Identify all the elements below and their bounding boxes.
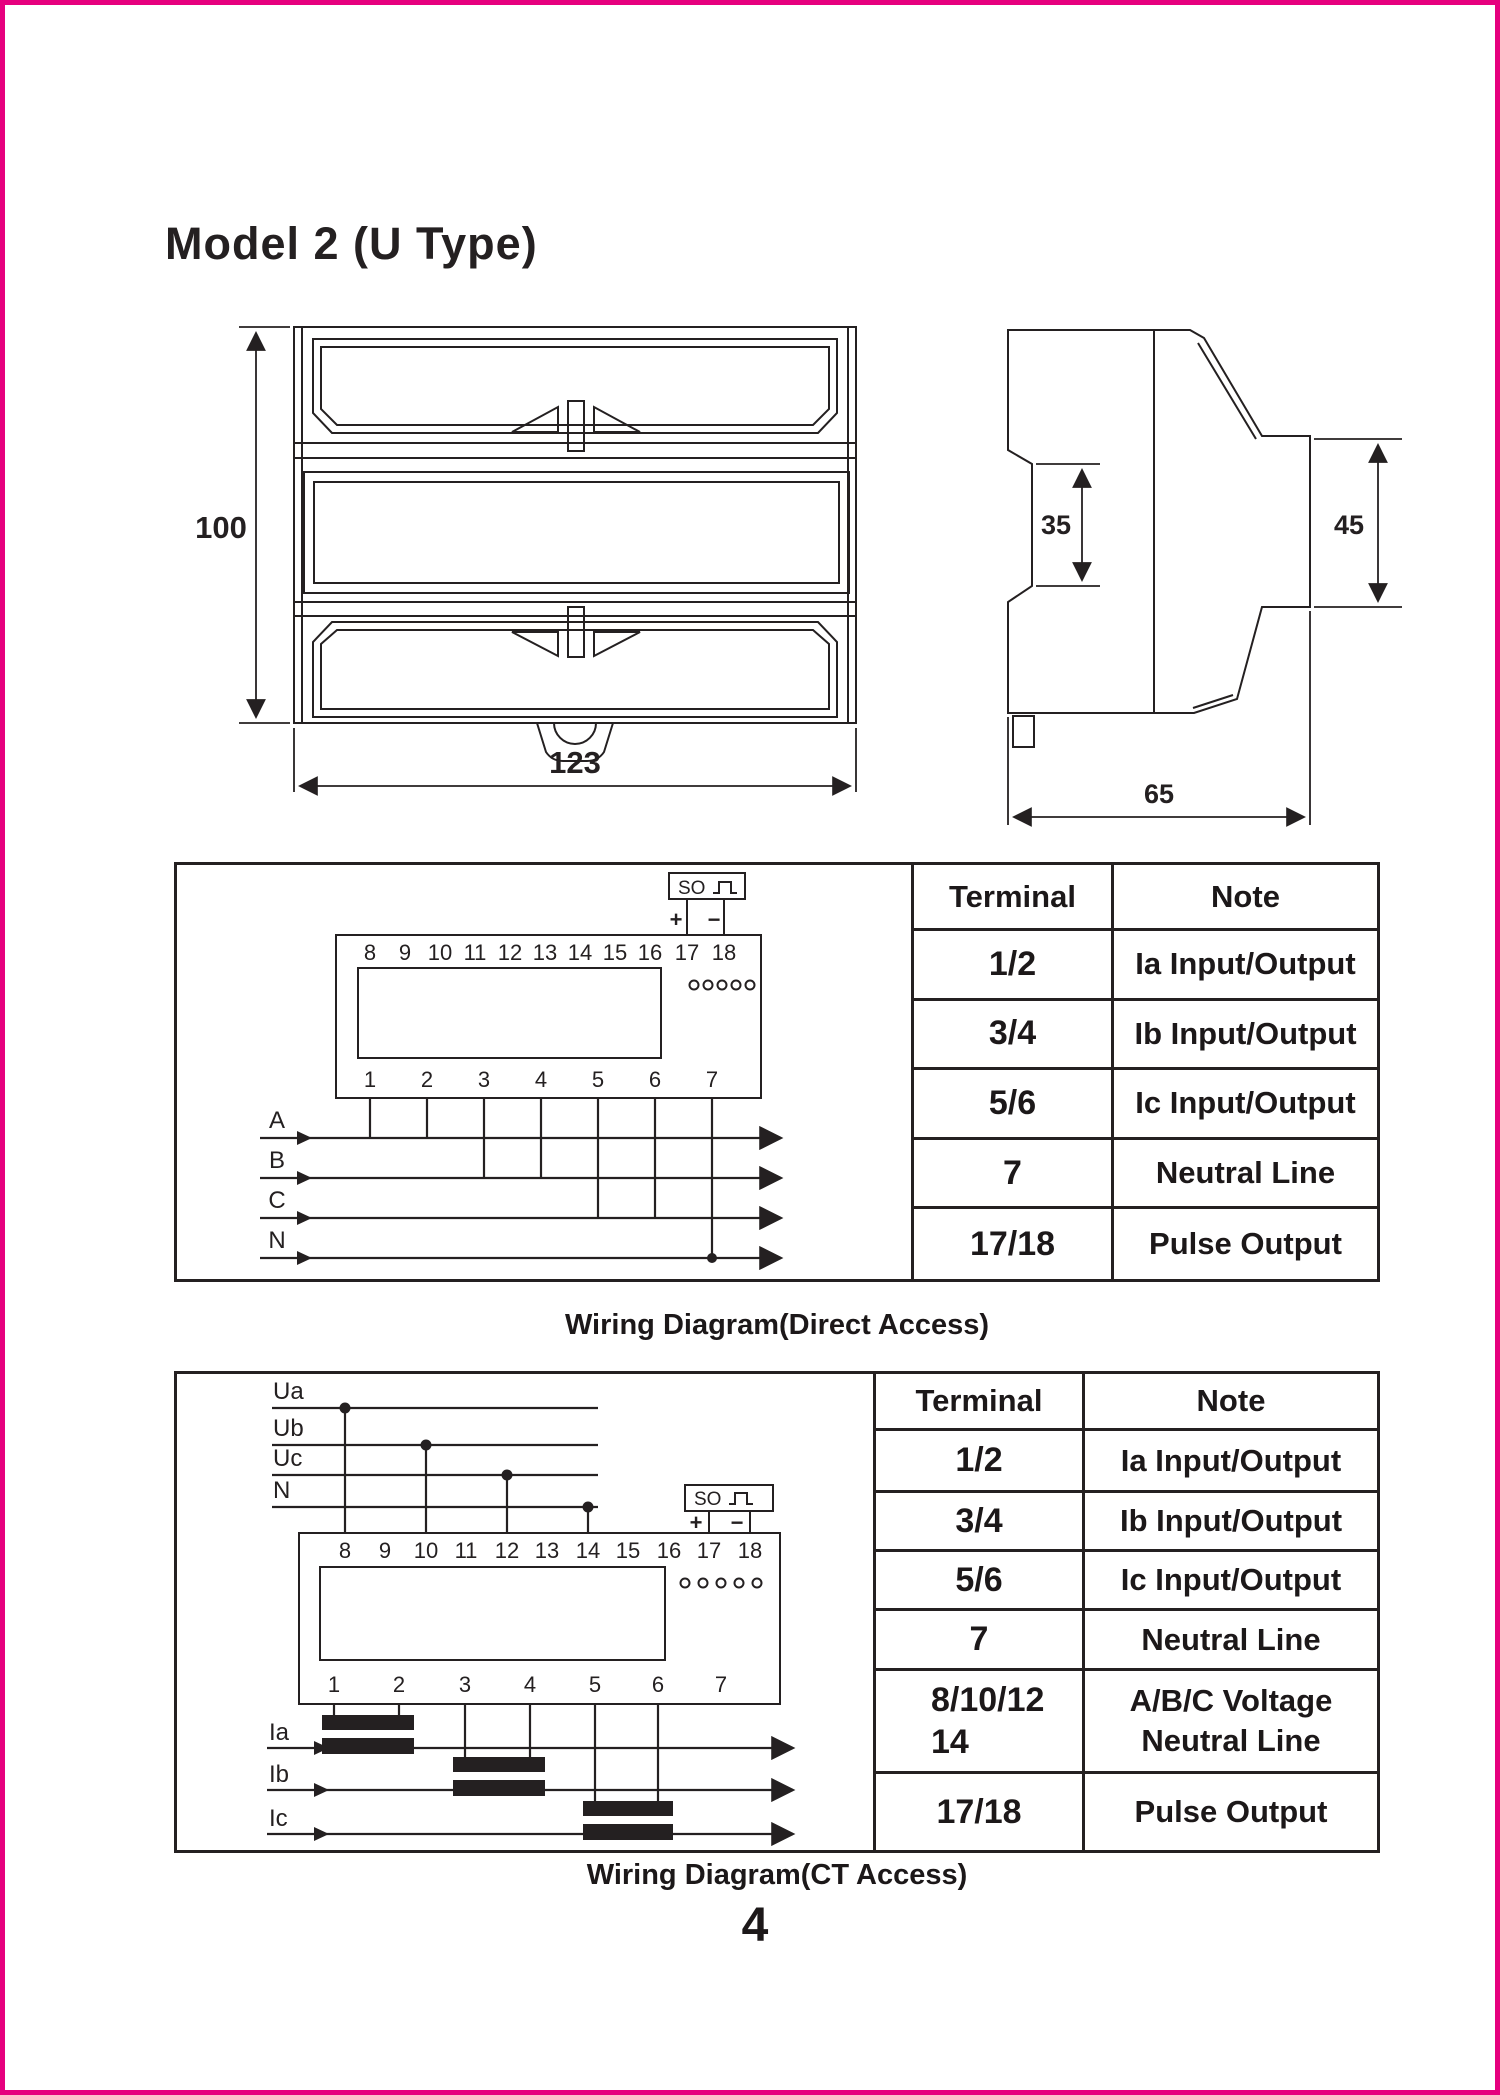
meter-body <box>299 1485 780 1704</box>
table-cell: Ic Input/Output <box>1114 1070 1377 1140</box>
bottom-terminal-numbers <box>328 1672 727 1697</box>
svg-text:Ia: Ia <box>269 1719 290 1746</box>
table-cell: Ia Input/Output <box>1114 931 1377 1001</box>
svg-text:10: 10 <box>427 940 453 965</box>
bottom-terminal-numbers <box>364 1067 718 1092</box>
svg-text:16: 16 <box>637 940 663 965</box>
svg-text:A: A <box>268 1107 286 1134</box>
front-view-drawing <box>155 300 915 820</box>
voltage-wires <box>272 1408 598 1533</box>
front-height-dimension: 100 <box>195 510 247 545</box>
front-device-outline <box>294 327 856 761</box>
side-view-drawing <box>950 280 1420 840</box>
phase-labels <box>268 1107 285 1254</box>
svg-text:15: 15 <box>615 1538 641 1563</box>
svg-text:16: 16 <box>656 1538 682 1563</box>
table-cell: 17/18 <box>914 1209 1114 1279</box>
top-terminal-numbers <box>339 1538 762 1563</box>
pulse-icon <box>729 1493 753 1504</box>
voltage-labels <box>273 1378 304 1504</box>
ct-symbols <box>314 1715 673 1841</box>
table-cell: 3/4 <box>876 1493 1085 1552</box>
table-cell: 7 <box>914 1140 1114 1210</box>
table-cell: 1/2 <box>876 1431 1085 1493</box>
page-number: 4 <box>741 1899 769 1952</box>
pulse-icon <box>713 882 737 893</box>
svg-text:N: N <box>273 1477 291 1504</box>
pulse-plus: + <box>689 1510 703 1535</box>
meter-body <box>336 873 761 1098</box>
table-header-terminal: Terminal <box>876 1374 1085 1431</box>
svg-text:2: 2 <box>392 1672 406 1697</box>
svg-text:4: 4 <box>523 1672 537 1697</box>
svg-text:11: 11 <box>454 1538 478 1563</box>
svg-text:17: 17 <box>674 940 700 965</box>
svg-text:8: 8 <box>363 940 377 965</box>
wiring-ct-box <box>174 1371 1380 1853</box>
table-cell: 8/10/12 14 <box>876 1671 1085 1774</box>
caption-ct-access: Wiring Diagram(CT Access) <box>586 1859 968 1891</box>
svg-text:Uc: Uc <box>273 1445 303 1472</box>
svg-text:12: 12 <box>494 1538 520 1563</box>
wiring-direct-schematic <box>177 865 911 1279</box>
svg-text:Ib: Ib <box>269 1761 290 1788</box>
voltage-junction-dots <box>340 1403 594 1513</box>
table-cell: Neutral Line <box>1085 1611 1377 1671</box>
front-width-dimension: 123 <box>549 745 601 780</box>
svg-text:11: 11 <box>463 940 487 965</box>
svg-text:10: 10 <box>413 1538 439 1563</box>
svg-text:9: 9 <box>378 1538 392 1563</box>
svg-text:6: 6 <box>651 1672 665 1697</box>
table-cell: 1/2 <box>914 931 1114 1001</box>
table-header-note: Note <box>1085 1374 1377 1431</box>
pulse-box-label: SO <box>678 878 706 899</box>
svg-text:Ub: Ub <box>273 1415 304 1442</box>
svg-text:18: 18 <box>711 940 737 965</box>
table-cell: Ic Input/Output <box>1085 1552 1377 1611</box>
svg-text:3: 3 <box>477 1067 491 1092</box>
phase-wires <box>260 1098 781 1258</box>
table-cell: Neutral Line <box>1114 1140 1377 1210</box>
svg-text:17: 17 <box>696 1538 722 1563</box>
table-cell: Pulse Output <box>1134 1794 1328 1829</box>
table-cell: 5/6 <box>876 1552 1085 1611</box>
caption-direct-access: Wiring Diagram(Direct Access) <box>564 1309 990 1341</box>
wiring-direct-box <box>174 862 1380 1282</box>
current-labels <box>269 1719 290 1832</box>
table-cell: 17/18 <box>876 1774 1085 1850</box>
svg-text:13: 13 <box>534 1538 560 1563</box>
top-terminal-numbers <box>364 940 736 965</box>
svg-text:Ua: Ua <box>273 1378 304 1405</box>
svg-text:14: 14 <box>575 1538 601 1563</box>
svg-text:4: 4 <box>534 1067 548 1092</box>
svg-text:13: 13 <box>532 940 558 965</box>
svg-text:N: N <box>268 1227 286 1254</box>
table-cell: Ia Input/Output <box>1085 1431 1377 1493</box>
svg-text:5: 5 <box>591 1067 605 1092</box>
svg-text:5: 5 <box>588 1672 602 1697</box>
svg-text:7: 7 <box>714 1672 728 1697</box>
svg-text:3: 3 <box>458 1672 472 1697</box>
wiring-ct-schematic <box>177 1374 873 1850</box>
svg-text:18: 18 <box>737 1538 763 1563</box>
table-header-note: Note <box>1114 865 1377 931</box>
junction-dot <box>707 1253 717 1263</box>
terminal-table-direct <box>911 865 1377 1279</box>
side-dimension-lines <box>1008 439 1402 825</box>
svg-text:C: C <box>268 1187 286 1214</box>
terminal-table-ct <box>873 1374 1377 1850</box>
svg-text:15: 15 <box>602 940 628 965</box>
table-cell: Pulse Output <box>1149 1226 1342 1262</box>
svg-text:7: 7 <box>705 1067 719 1092</box>
pulse-minus: − <box>730 1510 744 1535</box>
svg-text:1: 1 <box>363 1067 377 1092</box>
table-cell: 5/6 <box>914 1070 1114 1140</box>
svg-text:14: 14 <box>567 940 593 965</box>
pulse-minus: − <box>707 907 721 932</box>
side-depth-dimension: 65 <box>1143 779 1175 809</box>
svg-text:1: 1 <box>327 1672 341 1697</box>
svg-text:8: 8 <box>338 1538 352 1563</box>
svg-text:B: B <box>268 1147 286 1174</box>
table-cell: 3/4 <box>914 1001 1114 1071</box>
svg-text:6: 6 <box>648 1067 662 1092</box>
svg-text:2: 2 <box>420 1067 434 1092</box>
table-cell: 7 <box>876 1611 1085 1671</box>
svg-text:Ic: Ic <box>269 1805 288 1832</box>
table-cell: Ib Input/Output <box>1085 1493 1377 1552</box>
side-slot-dimension: 35 <box>1040 510 1072 540</box>
svg-text:12: 12 <box>497 940 523 965</box>
table-cell: A/B/C Voltage Neutral Line <box>1085 1671 1377 1774</box>
page-title: Model 2 (U Type) <box>165 218 538 269</box>
svg-text:9: 9 <box>398 940 412 965</box>
side-body-dimension: 45 <box>1333 510 1365 540</box>
pulse-plus: + <box>669 907 683 932</box>
pulse-box-label: SO <box>694 1489 722 1510</box>
table-cell: Ib Input/Output <box>1114 1001 1377 1071</box>
table-header-terminal: Terminal <box>914 865 1114 931</box>
